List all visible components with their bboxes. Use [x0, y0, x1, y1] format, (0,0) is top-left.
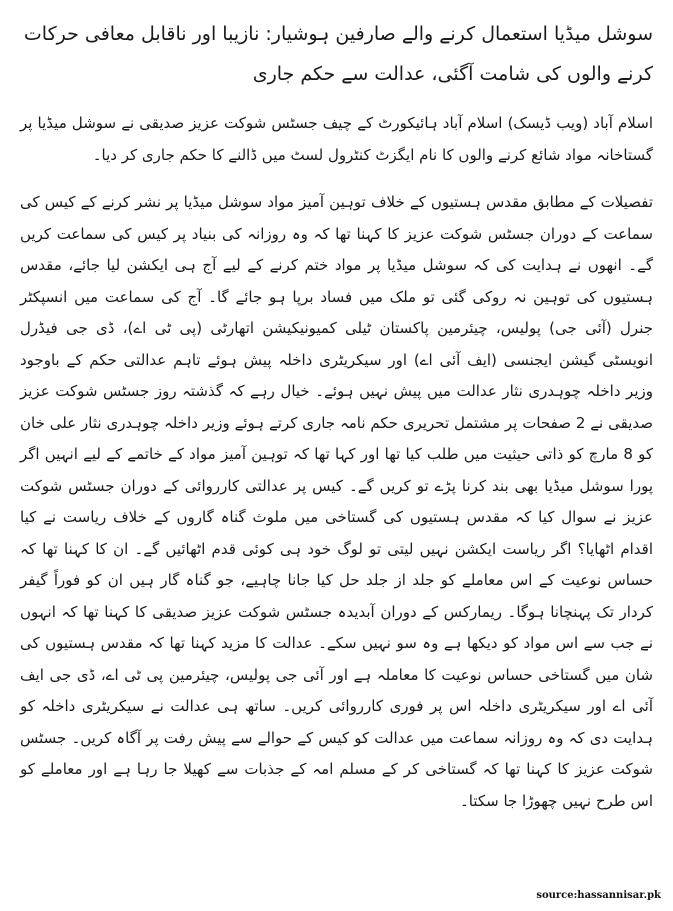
article-headline: سوشل میڈیا استعمال کرنے والے صارفین ہوشیار: نازیبا اور ناقابل معافی حرکات کرنے والوں کی شامت آگئی، عدالت سے حکم جاری [23, 23, 653, 85]
article-body [20, 108, 653, 817]
article-details-paragraph: تفصیلات کے مطابق مقدس ہستیوں کے خلاف توہین آمیز مواد سوشل میڈیا پر نشر کرنے کے کیس کی سماعت کے دوران جسٹس شوکت عزیز کا کہنا تھا کہ وہ روزانہ کی بنیاد پر کیس کی سماعت کریں گے۔ انھوں نے ہدایت کی کہ سوشل میڈیا پر مواد ختم کرنے کے لیے آج ہی ایکشن لیا جائے، مقدس ہستیوں کی توہین نہ روکی گئی تو ملک میں فساد برپا ہو جائے گا۔ آج کی سماعت میں انسپکٹر جنرل (آئی جی) پولیس، چیئرمین پاکستان ٹیلی کمیونیکیشن اتھارٹی (پی ٹی اے)، ڈی جی فیڈرل انویسٹی گیشن ایجنسی (ایف آئی اے) اور سیکریٹری داخلہ پیش ہوئے تاہم عدالتی حکم کے باوجود وزیر داخلہ چوہدری نثار عدالت میں پیش نہیں ہوئے۔ خیال رہے کہ گذشتہ روز جسٹس شوکت عزیز صدیقی نے 2 صفحات پر مشتمل تحریری حکم نامہ جاری کرتے ہوئے وزیر داخلہ چوہدری نثار علی خان کو 8 مارچ کو ذاتی حیثیت میں طلب کیا تھا اور کہا تھا کہ توہین آمیز مواد کے خاتمے کے لیے انہیں اگر پورا سوشل میڈیا بھی بند کرنا پڑے تو کریں گے۔ کیس پر عدالتی کارروائی کے دوران جسٹس شوکت عزیز نے سوال کیا کہ مقدس ہستیوں کی گستاخی میں ملوث گناہ گاروں کے خلاف ریاست نے کیا اقدام اٹھایا؟ اگر ریاست ایکشن نہیں لیتی تو لوگ خود ہی کوئی قدم اٹھائیں گے۔ ان کا کہنا تھا کہ حساس نوعیت کے اس معاملے کو جلد از جلد حل کیا جانا چاہیے، جو گناہ گار ہیں ان کو فوراً گیفر کردار تک پہنچانا ہوگا۔ ریمارکس کے دوران آبدیدہ جسٹس شوکت عزیز صدیقی کا کہنا تھا کہ انہوں نے جب سے اس مواد کو دیکھا ہے وہ سو نہیں سکے۔ عدالت کا مزید کہنا تھا کہ مقدس ہستیوں کی شان میں گستاخی حساس نوعیت کا معاملہ ہے اور آئی جی پولیس، چیئرمین پی ٹی اے، ڈی جی ایف آئی اے اور سیکریٹری داخلہ اس پر فوری کارروائی کریں۔ ساتھ ہی عدالت نے سیکریٹری داخلہ کو ہدایت دی کہ وہ روزانہ سماعت میں عدالت کو کیس کے حوالے سے پیش رفت پر آگاہ کریں۔ جسٹس شوکت عزیز کا کہنا تھا کہ گستاخی کر کے مسلم امہ کے جذبات سے کھیلا جا رہا ہے اور معاملے کو اس طرح نہیں چھوڑا جا سکتا۔ [20, 193, 653, 810]
source-credit: source:hassannisar.pk [536, 890, 661, 901]
article-intro-paragraph: اسلام آباد (ویب ڈیسک) اسلام آباد ہائیکورٹ کے چیف جسٹس شوکت عزیز صدیقی نے سوشل میڈیا پر گستاخانہ مواد شائع کرنے والوں کا نام ایگزٹ کنٹرول لسٹ میں ڈالنے کا حکم جاری کر دیا۔ [20, 114, 653, 164]
